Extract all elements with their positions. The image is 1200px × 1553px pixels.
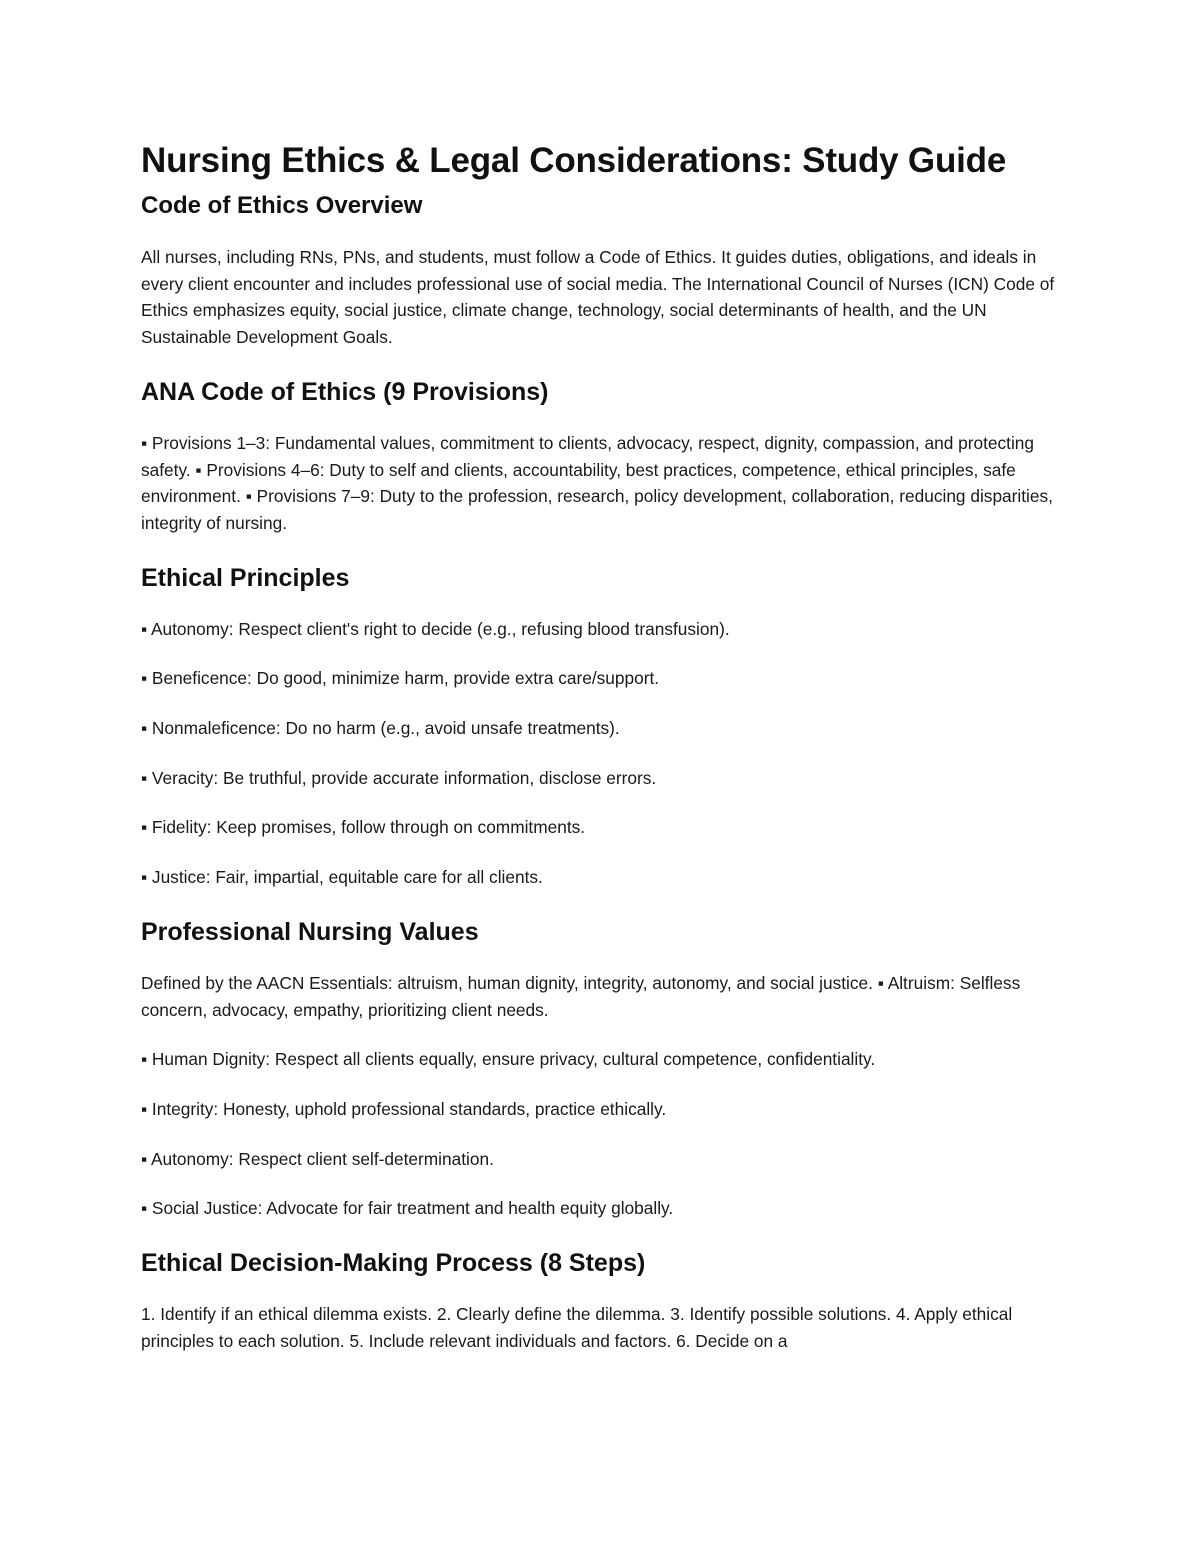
list-item-social-justice: ▪ Social Justice: Advocate for fair treatment and health equity globally. [141,1198,674,1219]
list-item-integrity: ▪ Integrity: Honesty, uphold professional standards, practice ethically. [141,1098,667,1119]
heading-professional-values: Professional Nursing Values [141,917,479,946]
list-item-autonomy: ▪ Autonomy: Respect client's right to decide (e.g., refusing blood transfusion). [141,618,730,639]
document-page [141,138,1061,1354]
paragraph-aacn-intro: Defined by the AACN Essentials: altruism, human dignity, integrity, autonomy, and social justice. ▪ Altruism: Selfless concern, advocacy, empathy, prioritizing client needs. [141,972,1021,1020]
paragraph-ana-provisions: ▪ Provisions 1–3: Fundamental values, commitment to clients, advocacy, respect, dignity, compassion, and protecting safety. ▪ Provisions 4–6: Duty to self and clients, accountability, best practices, competence, ethical principles, safe environment. ▪ Provisions 7–9: Duty to the profession, research, policy development, collaboration, reducing disparities, integrity of nursing. [141,432,1053,533]
paragraph-decision-steps: 1. Identify if an ethical dilemma exists. 2. Clearly define the dilemma. 3. Identify possible solutions. 4. Apply ethical principles to each solution. 5. Include relevant individuals and factors. 6. Decide on a [141,1304,1013,1351]
list-item-veracity: ▪ Veracity: Be truthful, provide accurate information, disclose errors. [141,767,657,788]
heading-ana-code: ANA Code of Ethics (9 Provisions) [141,377,549,406]
list-item-justice: ▪ Justice: Fair, impartial, equitable care for all clients. [141,867,543,888]
list-item-fidelity: ▪ Fidelity: Keep promises, follow through on commitments. [141,817,586,838]
list-item-autonomy-value: ▪ Autonomy: Respect client self-determination. [141,1148,494,1169]
heading-code-overview: Code of Ethics Overview [141,192,423,219]
heading-decision-process: Ethical Decision-Making Process (8 Steps) [141,1249,646,1278]
list-item-human-dignity: ▪ Human Dignity: Respect all clients equally, ensure privacy, cultural competence, confidentiality. [141,1049,876,1070]
paragraph-code-overview: All nurses, including RNs, PNs, and students, must follow a Code of Ethics. It guides duties, obligations, and ideals in every client encounter and includes professional use of social media. The International Council of Nurses (ICN) Code of Ethics emphasizes equity, social justice, climate change, technology, social determinants of health, and the UN Sustainable Development Goals. [141,247,1055,348]
list-item-nonmaleficence: ▪ Nonmaleficence: Do no harm (e.g., avoid unsafe treatments). [141,718,620,739]
heading-ethical-principles: Ethical Principles [141,563,350,592]
document-title: Nursing Ethics & Legal Considerations: Study Guide [141,141,1007,180]
list-item-beneficence: ▪ Beneficence: Do good, minimize harm, provide extra care/support. [141,668,660,689]
